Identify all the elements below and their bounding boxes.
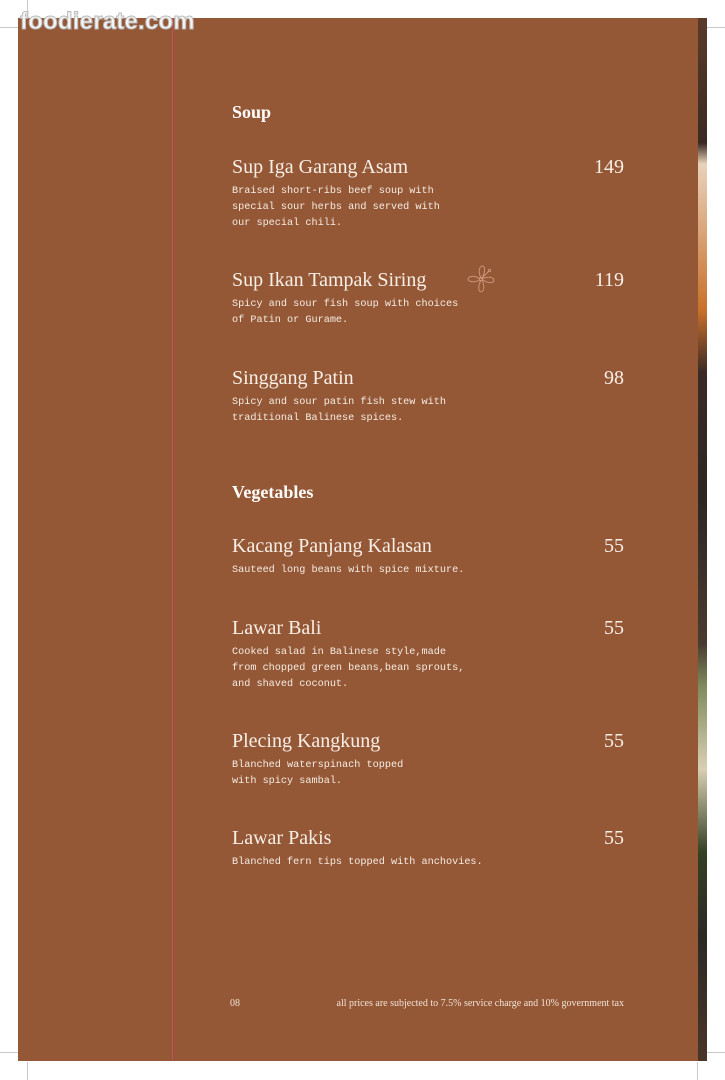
item-description: Spicy and sour patin fish stew with traditional Balinese spices. [232, 397, 446, 424]
item-name: Sup Iga Garang Asam [232, 156, 409, 178]
menu-item [232, 729, 624, 790]
item-name: Sup Ikan Tampak Siring [232, 269, 427, 291]
page-number: 08 [230, 998, 240, 1009]
menu-page [18, 18, 698, 1061]
item-price: 55 [604, 535, 624, 557]
item-name: Kacang Panjang Kalasan [232, 535, 432, 557]
hibiscus-flower-icon [465, 263, 497, 295]
crop-mark [697, 1062, 698, 1080]
menu-item [232, 366, 624, 427]
menu-item [232, 268, 624, 329]
item-name: Lawar Pakis [232, 827, 332, 849]
item-price: 55 [604, 827, 624, 849]
item-description: Spicy and sour fish soup with choices of Patin or Gurame. [232, 299, 459, 326]
item-name: Plecing Kangkung [232, 730, 381, 752]
item-description: Braised short-ribs beef soup with special sour herbs and served with our special chili. [232, 186, 440, 229]
crop-mark [707, 1052, 725, 1053]
menu-item [232, 826, 624, 871]
watermark: foodierate.com [20, 8, 195, 35]
item-price: 55 [604, 617, 624, 639]
item-description: Blanched fern tips topped with anchovies. [232, 857, 483, 868]
item-description: Blanched waterspinach topped with spicy sambal. [232, 760, 404, 787]
section-title-vegetables: Vegetables [232, 482, 314, 502]
menu-item [232, 616, 624, 693]
crop-mark [0, 27, 18, 28]
crop-mark [27, 1062, 28, 1080]
item-name: Singgang Patin [232, 367, 354, 389]
menu-item [232, 534, 624, 579]
item-description: Sauteed long beans with spice mixture. [232, 565, 465, 576]
section-title-soup: Soup [232, 102, 272, 122]
food-photo-edge [698, 18, 707, 1061]
fold-line [172, 18, 173, 1061]
menu-item [232, 155, 624, 232]
crop-mark [0, 1052, 18, 1053]
item-price: 98 [604, 367, 624, 389]
crop-mark [707, 27, 725, 28]
item-description: Cooked salad in Balinese style,made from chopped green beans,bean sprouts, and shaved coconut. [232, 647, 465, 690]
price-note: all prices are subjected to 7.5% service charge and 10% government tax [336, 998, 624, 1009]
item-name: Lawar Bali [232, 617, 322, 639]
item-price: 55 [604, 730, 624, 752]
item-price: 149 [594, 156, 624, 178]
item-price: 119 [594, 269, 624, 291]
